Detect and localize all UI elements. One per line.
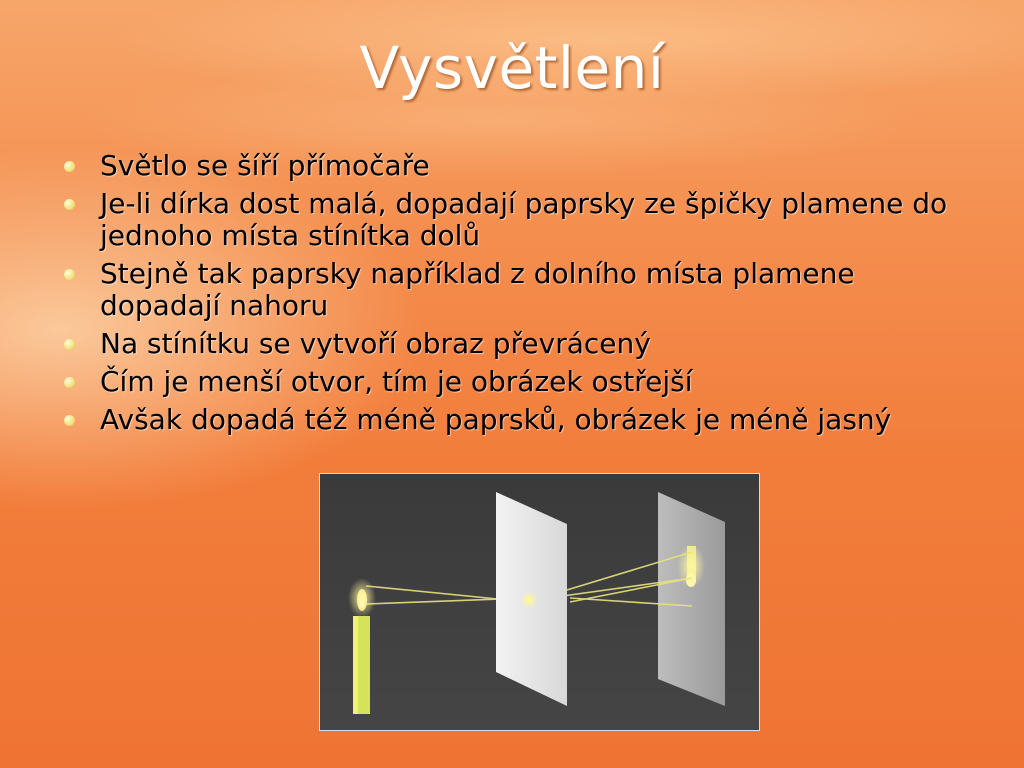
bullet-icon	[64, 269, 75, 280]
bullet-icon	[64, 415, 75, 426]
list-item	[62, 404, 982, 436]
list-item	[62, 366, 982, 398]
bullet-text: Stejně tak paprsky například z dolního místa plamene dopadají nahoru	[100, 257, 855, 322]
pinhole-camera-figure	[319, 473, 760, 731]
bullet-icon	[64, 161, 75, 172]
pinhole-illustration	[320, 474, 759, 730]
bullet-text: Čím je menší otvor, tím je obrázek ostřejší	[100, 365, 693, 398]
slide-title: Vysvětlení	[359, 34, 665, 102]
bullet-text: Avšak dopadá též méně paprsků, obrázek je méně jasný	[100, 403, 892, 436]
list-item	[62, 328, 982, 360]
bullet-text: Světlo se šíří přímočaře	[100, 149, 430, 182]
bullet-icon	[64, 339, 75, 350]
pinhole-screen	[496, 492, 567, 706]
bullet-icon	[64, 377, 75, 388]
bullet-text: Je-li dírka dost malá, dopadají paprsky ze špičky plamene do jednoho místa stínítka dolů	[100, 187, 948, 252]
image-screen	[658, 492, 725, 706]
list-item	[62, 150, 982, 182]
list-item	[62, 258, 982, 322]
bullet-icon	[64, 199, 75, 210]
bullet-list	[62, 150, 982, 442]
bullet-text: Na stínítku se vytvoří obraz převrácený	[100, 327, 651, 360]
list-item	[62, 188, 982, 252]
